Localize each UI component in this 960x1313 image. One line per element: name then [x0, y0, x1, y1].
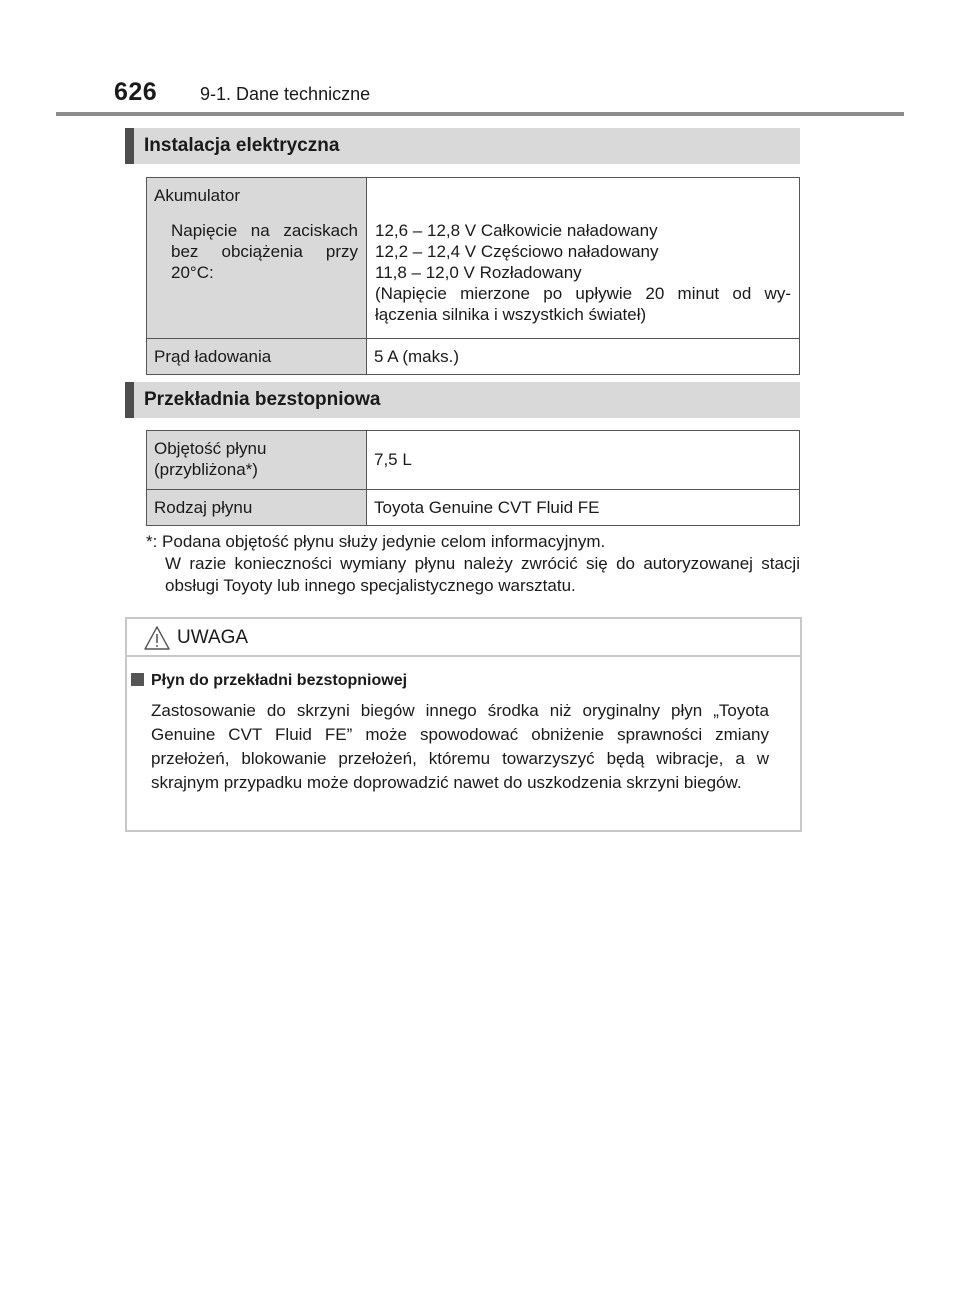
- section-title: Instalacja elektryczna: [144, 135, 340, 156]
- fluid-type-value: Toyota Genuine CVT Fluid FE: [374, 498, 600, 517]
- charge-value: 5 A (maks.): [374, 347, 460, 366]
- volume-label-line2: (przybliżona*): [154, 460, 258, 479]
- page-number: 626: [114, 78, 158, 106]
- volume-value-cell: [367, 431, 800, 490]
- charge-label-cell: [147, 339, 367, 375]
- section-title: Przekładnia bezstopniowa: [144, 389, 381, 410]
- voltage-value-partial: 12,2 – 12,4 V Częściowo naładowany: [375, 242, 659, 261]
- volume-label-cell: [147, 431, 367, 490]
- warning-body: Zastosowanie do skrzyni biegów innego środka niż oryginalny płyn „Toyota Genuine CVT Fluid FE” może spowodować obniżenie sprawności zmiany przełożeń, blokowanie przełożeń, któremu towarzyszyć będą wibracje, a w skrajnym przypadku może doprowadzić nawet do uszkodzenia skrzyni biegów.: [151, 701, 769, 792]
- footnote-line1: *: Podana objętość płynu służy jedynie celom informacyjnym.: [146, 532, 606, 551]
- fluid-type-label-cell: [147, 490, 367, 526]
- transmission-spec-table: [146, 430, 800, 526]
- charge-label: Prąd ładowania: [154, 347, 272, 366]
- voltage-note-line2: łączenia silnika i wszystkich świateł): [375, 305, 647, 324]
- section-accent-bar: [125, 382, 134, 418]
- battery-label-cell: [147, 178, 367, 339]
- section-accent-bar: [125, 128, 134, 164]
- warning-triangle-icon: [143, 625, 171, 651]
- volume-value: 7,5 L: [374, 450, 412, 469]
- warning-title: UWAGA: [177, 627, 249, 648]
- voltage-note-line1: (Napięcie mierzone po upływie 20 minut od wy-: [375, 284, 791, 303]
- voltage-value-full: 12,6 – 12,8 V Całkowicie naładowany: [375, 221, 658, 240]
- chapter-title: 9-1. Dane techniczne: [200, 84, 371, 104]
- section-heading-transmission: [125, 382, 800, 418]
- table-row: [147, 339, 800, 375]
- fluid-type-label: Rodzaj płynu: [154, 498, 253, 517]
- footnote: [146, 531, 800, 597]
- battery-label: Akumulator: [154, 186, 240, 205]
- volume-label-line1: Objętość płynu: [154, 439, 267, 458]
- table-row: [147, 490, 800, 526]
- header-divider: [56, 112, 904, 116]
- warning-box: [125, 617, 802, 832]
- fluid-type-value-cell: [367, 490, 800, 526]
- battery-value-cell: [367, 178, 800, 339]
- table-row: [147, 431, 800, 490]
- voltage-label: Napięcie na zaciskach bez obciążenia przy 20°C:: [171, 221, 358, 282]
- square-bullet-icon: [131, 673, 144, 686]
- footnote-rest: W razie konieczności wymiany płynu należy zwrócić się do autoryzowanej stacji obsługi Toyoty lub innego specjalistycznego warsztatu.: [165, 554, 800, 595]
- electrical-spec-table: [146, 177, 800, 375]
- voltage-value-discharged: 11,8 – 12,0 V Rozładowany: [375, 263, 582, 282]
- warning-heading-text: Płyn do przekładni bezstopniowej: [151, 672, 408, 689]
- warning-heading: [131, 672, 407, 690]
- section-heading-electrical: [125, 128, 800, 164]
- warning-header: [127, 619, 800, 657]
- charge-value-cell: [367, 339, 800, 375]
- table-row: [147, 178, 800, 339]
- page-header: [0, 0, 960, 120]
